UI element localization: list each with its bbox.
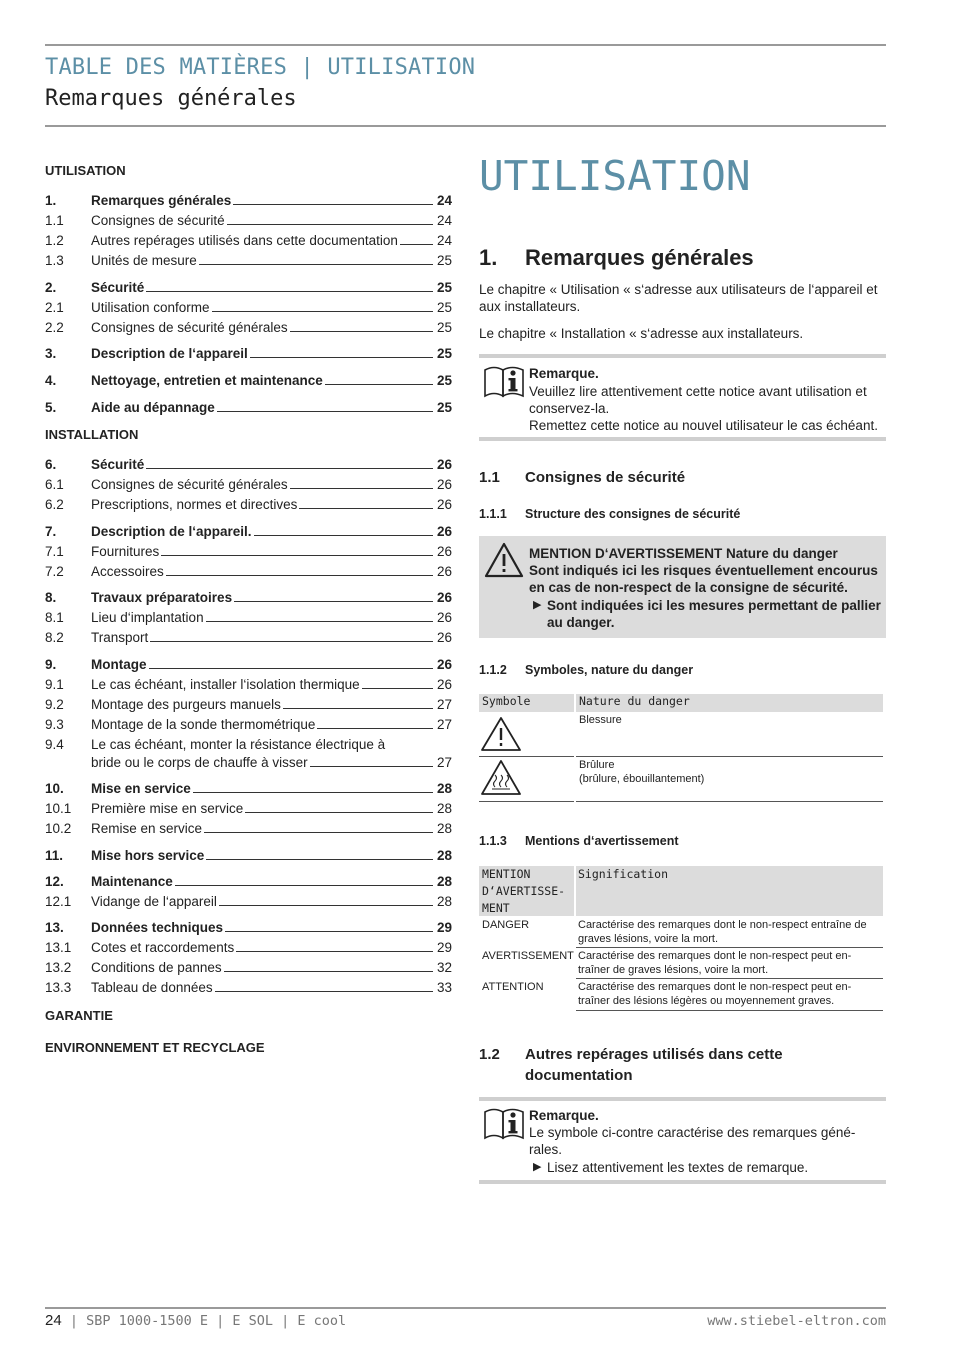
toc-leader-line	[290, 331, 433, 332]
toc-entry-page: 26	[436, 630, 452, 645]
danger-type-injury: Blessure	[579, 714, 622, 726]
toc-leader-line	[206, 859, 433, 860]
toc-leader-line	[299, 508, 433, 509]
warning-title: MENTION D‘AVERTISSEMENT Nature du danger	[529, 546, 838, 561]
toc-leader-line	[310, 766, 433, 767]
toc-entry-number: 10.2	[45, 821, 72, 836]
book-info-icon	[483, 364, 525, 403]
toc-entry-number: 10.	[45, 781, 64, 796]
note-bottom-bar	[479, 437, 886, 441]
toc-entry-number: 12.1	[45, 894, 72, 909]
toc-entry	[45, 798, 452, 816]
toc-entry-page: 26	[436, 457, 452, 472]
toc-entry-number: 1.2	[45, 233, 64, 248]
toc-entry-page: 27	[436, 755, 452, 770]
section-number: 1.	[479, 245, 498, 270]
table-row-divider	[479, 801, 574, 802]
toc-entry-page: 28	[436, 874, 452, 889]
toc-entry	[45, 343, 452, 361]
toc-leader-line	[236, 951, 433, 952]
toc-entry	[45, 210, 452, 228]
toc-entry	[45, 397, 452, 415]
toc-entry-title: Accessoires	[91, 564, 164, 579]
toc-leader-line	[217, 411, 433, 412]
toc-entry-page: 26	[436, 677, 452, 692]
toc-entry	[45, 917, 452, 935]
toc-entry-number: 1.	[45, 193, 57, 208]
symbol-table-header-1: Symbole	[479, 694, 574, 712]
toc-leader-line	[204, 832, 433, 833]
toc-entry	[45, 891, 452, 909]
toc-entry	[45, 957, 452, 975]
table-row-divider	[479, 756, 574, 757]
toc-entry	[45, 694, 452, 712]
toc-entry-number: 10.1	[45, 801, 72, 816]
signal-table-header-2: Signification	[576, 866, 883, 916]
toc-entry-number: 13.	[45, 920, 64, 935]
toc-leader-line	[234, 601, 433, 602]
toc-entry-number: 13.1	[45, 940, 72, 955]
toc-entry-page: 25	[436, 400, 452, 415]
toc-entry-title: Prescriptions, normes et directives	[91, 497, 298, 512]
signal-table-header-1: MENTION D‘AVERTISSE- MENT	[479, 866, 574, 916]
toc-entry-page: 26	[436, 524, 452, 539]
hot-surface-icon	[480, 759, 522, 802]
toc-entry-title: Consignes de sécurité générales	[91, 320, 288, 335]
table-row-divider	[576, 756, 883, 757]
toc-entry	[45, 674, 452, 692]
toc-entry-title: Conditions de pannes	[91, 960, 222, 975]
toc-leader-line	[362, 688, 433, 689]
toc-entry-title: Première mise en service	[91, 801, 244, 816]
note-measure: Lisez attentivement les textes de remarque.	[547, 1160, 809, 1175]
toc-leader-line	[225, 931, 433, 932]
note-text-2: Remettez cette notice au nouvel utilisateur le cas échéant.	[529, 418, 878, 433]
toc-entry	[45, 654, 452, 672]
toc-entry-number: 9.1	[45, 677, 64, 692]
toc-entry	[45, 752, 452, 770]
note-top-bar	[479, 354, 886, 358]
toc-entry-page: 24	[436, 233, 452, 248]
toc-entry-page: 27	[436, 697, 452, 712]
toc-entry-number: 6.	[45, 457, 57, 472]
table-row-divider	[576, 947, 883, 948]
arrow-right-icon: ▶	[533, 1161, 542, 1173]
toc-entry-page: 25	[436, 320, 452, 335]
symbol-table-header-2: Nature du danger	[576, 694, 883, 712]
toc-entry-title: Vidange de l‘appareil	[91, 894, 217, 909]
note-text: Veuillez lire attentivement cette notice avant utilisation et conservez-la.	[529, 384, 867, 416]
toc-entry-number: 4.	[45, 373, 57, 388]
toc-entry-page: 25	[436, 346, 452, 361]
note-title: Remarque.	[529, 366, 599, 381]
toc-entry	[45, 494, 452, 512]
toc-entry	[45, 818, 452, 836]
toc-entry-title: Maintenance	[91, 874, 173, 889]
toc-entry-title: Nettoyage, entretien et maintenance	[91, 373, 323, 388]
toc-entry	[45, 230, 452, 248]
toc-entry-title: bride ou le corps de chauffe à visser	[91, 755, 308, 770]
toc-leader-line	[250, 357, 433, 358]
toc-entry-number: 9.3	[45, 717, 64, 732]
toc-entry-page: 32	[436, 960, 452, 975]
toc-entry-number: 12.	[45, 874, 64, 889]
signal-meaning-caution: Caractérise des remarques dont le non-respect peut en-traîner des lésions légères ou moyennement graves.	[578, 981, 852, 1007]
danger-type-burn-detail: (brûlure, ébouillantement)	[579, 773, 705, 785]
toc-leader-line	[283, 708, 433, 709]
toc-entry-page: 26	[436, 497, 452, 512]
toc-entry-page: 25	[436, 280, 452, 295]
toc-leader-line	[212, 311, 433, 312]
chapter-title: UTILISATION	[479, 152, 751, 200]
signal-meaning-warning: Caractérise des remarques dont le non-respect peut en-traîner de graves lésions, voire la mort.	[578, 950, 852, 976]
toc-entry-number: 13.3	[45, 980, 72, 995]
toc-leader-line	[317, 728, 433, 729]
footer-url: www.stiebel-eltron.com	[707, 1313, 886, 1329]
section-heading-1-1-1: 1.1.1 Structure des consignes de sécurité	[479, 507, 741, 521]
toc-entry-number: 9.2	[45, 697, 64, 712]
toc-entry-title: Description de l‘appareil.	[91, 524, 252, 539]
warning-triangle-icon	[484, 541, 524, 584]
toc-leader-line	[146, 291, 433, 292]
toc-entry	[45, 277, 452, 295]
toc-leader-line	[325, 384, 433, 385]
toc-leader-line	[224, 971, 433, 972]
toc-entry-page: 25	[436, 300, 452, 315]
toc-leader-line	[146, 468, 433, 469]
header-top-rule	[45, 44, 886, 46]
toc-entry-title: Cotes et raccordements	[91, 940, 235, 955]
section-heading-1-1-2: 1.1.2 Symboles, nature du danger	[479, 663, 694, 677]
toc-entry-title: Remise en service	[91, 821, 203, 836]
page-number: 24	[45, 1312, 62, 1329]
warning-measure: Sont indiquées ici les mesures permettant de pallier au danger.	[547, 598, 881, 630]
toc-leader-line	[175, 885, 433, 886]
toc-entry-number: 6.2	[45, 497, 64, 512]
toc-entry	[45, 587, 452, 605]
toc-entry-title: Mise en service	[91, 781, 191, 796]
toc-entry-number: 13.2	[45, 960, 72, 975]
signal-word-caution: ATTENTION	[482, 981, 544, 993]
toc-entry-title: Fournitures	[91, 544, 160, 559]
toc-entry-page: 26	[436, 477, 452, 492]
toc-entry-title: Sécurité	[91, 457, 145, 472]
toc-entry-page: 28	[436, 801, 452, 816]
header-title: TABLE DES MATIÈRES | UTILISATION	[45, 55, 476, 80]
toc-leader-line	[219, 905, 433, 906]
product-name: | SBP 1000-1500 E | E SOL | E cool	[69, 1313, 347, 1329]
book-info-icon	[483, 1106, 525, 1145]
toc-entry-title: Mise hors service	[91, 848, 205, 863]
toc-entry-page: 28	[436, 848, 452, 863]
toc-entry-title: Données techniques	[91, 920, 224, 935]
toc-entry-page: 26	[436, 590, 452, 605]
toc-leader-line	[245, 812, 433, 813]
warning-body: Sont indiqués ici les risques éventuellement encourus en cas de non-respect de la consigne de sécurité.	[529, 563, 878, 595]
toc-entry	[45, 370, 452, 388]
toc-leader-line	[166, 575, 433, 576]
toc-entry-page: 28	[436, 781, 452, 796]
toc-entry	[45, 317, 452, 335]
toc-entry-page: 25	[436, 253, 452, 268]
toc-entry-number: 7.2	[45, 564, 64, 579]
header-subtitle: Remarques générales	[45, 86, 297, 111]
toc-entry-title: Sécurité	[91, 280, 145, 295]
toc-section-garantie: GARANTIE	[45, 1008, 113, 1023]
toc-entry-page: 29	[436, 920, 452, 935]
toc-entry-title: Aide au dépannage	[91, 400, 215, 415]
toc-entry-title: Montage de la sonde thermométrique	[91, 717, 316, 732]
paragraph-1: Le chapitre « Utilisation « s‘adresse aux utilisateurs de l‘appareil et aux installateurs.	[479, 282, 878, 314]
toc-entry-title: Montage	[91, 657, 147, 672]
toc-entry-number: 8.2	[45, 630, 64, 645]
section-heading-1-1: 1.1 Consignes de sécurité	[479, 469, 686, 486]
toc-entry-page: 26	[436, 610, 452, 625]
toc-leader-line	[206, 621, 433, 622]
toc-entry-title: Le cas échéant, monter la résistance électrique à	[91, 737, 386, 752]
arrow-right-icon: ▶	[533, 599, 542, 611]
toc-entry-title: Consignes de sécurité générales	[91, 477, 288, 492]
toc-entry-title: Travaux préparatoires	[91, 590, 233, 605]
toc-entry	[45, 190, 452, 208]
toc-entry-page: 28	[436, 821, 452, 836]
section-title: Remarques générales	[525, 245, 754, 270]
toc-entry-page: 25	[436, 373, 452, 388]
danger-type-burn: Brûlure	[579, 759, 615, 771]
toc-entry-page: 26	[436, 544, 452, 559]
toc-entry	[45, 561, 452, 579]
toc-section-utilisation: UTILISATION	[45, 163, 126, 178]
note-top-bar	[479, 1097, 886, 1101]
toc-entry-number: 9.4	[45, 737, 64, 752]
toc-entry-page: 26	[436, 657, 452, 672]
table-row-divider	[576, 801, 883, 802]
toc-leader-line	[254, 535, 433, 536]
section-heading-1-2: 1.2 Autres repérages utilisés dans cette documentation	[479, 1046, 783, 1084]
toc-leader-line	[150, 641, 433, 642]
signal-word-warning: AVERTISSEMENT	[482, 950, 574, 962]
toc-section-environnement: ENVIRONNEMENT ET RECYCLAGE	[45, 1040, 265, 1055]
toc-entry	[45, 541, 452, 559]
toc-entry-title: Description de l‘appareil	[91, 346, 248, 361]
toc-entry-number: 2.2	[45, 320, 64, 335]
toc-entry-page: 33	[436, 980, 452, 995]
toc-entry	[45, 734, 452, 752]
toc-entry-number: 1.3	[45, 253, 64, 268]
toc-entry	[45, 297, 452, 315]
toc-entry	[45, 521, 452, 539]
table-row-divider	[576, 978, 883, 979]
toc-entry-title: Remarques générales	[91, 193, 232, 208]
toc-entry	[45, 937, 452, 955]
toc-entry	[45, 778, 452, 796]
toc-entry	[45, 714, 452, 732]
toc-entry-number: 1.1	[45, 213, 64, 228]
toc-entry-number: 3.	[45, 346, 57, 361]
toc-leader-line	[215, 991, 433, 992]
toc-entry	[45, 845, 452, 863]
toc-entry-page: 26	[436, 564, 452, 579]
toc-entry	[45, 871, 452, 889]
warning-triangle-icon	[480, 716, 522, 757]
toc-leader-line	[149, 668, 434, 669]
toc-entry-page: 24	[436, 193, 452, 208]
toc-entry-page: 29	[436, 940, 452, 955]
toc-entry-number: 7.	[45, 524, 57, 539]
toc-entry-title: Consignes de sécurité	[91, 213, 225, 228]
toc-entry	[45, 250, 452, 268]
toc-entry-number: 11.	[45, 848, 64, 863]
toc-entry-title: Transport	[91, 630, 149, 645]
toc-leader-line	[199, 264, 433, 265]
toc-entry-number: 2.	[45, 280, 57, 295]
note-text: Le symbole ci-contre caractérise des remarques géné-rales.	[529, 1125, 856, 1157]
toc-entry	[45, 607, 452, 625]
toc-entry-number: 8.1	[45, 610, 64, 625]
toc-entry-page: 24	[436, 213, 452, 228]
footer-rule	[45, 1307, 886, 1309]
toc-entry-number: 9.	[45, 657, 57, 672]
toc-entry-title: Lieu d‘implantation	[91, 610, 204, 625]
toc-entry	[45, 454, 452, 472]
table-row-divider	[576, 1010, 883, 1011]
note-bottom-bar	[479, 1180, 886, 1184]
toc-entry-page: 28	[436, 894, 452, 909]
toc-entry-title: Autres repérages utilisés dans cette documentation	[91, 233, 398, 248]
toc-entry	[45, 474, 452, 492]
toc-entry-page: 27	[436, 717, 452, 732]
note-title: Remarque.	[529, 1108, 599, 1123]
toc-entry-number: 2.1	[45, 300, 64, 315]
toc-leader-line	[233, 204, 433, 205]
section-heading-1	[479, 245, 754, 271]
toc-entry-title: Le cas échéant, installer l‘isolation thermique	[91, 677, 360, 692]
toc-leader-line	[290, 488, 433, 489]
toc-entry-number: 6.1	[45, 477, 64, 492]
toc-entry-number: 5.	[45, 400, 57, 415]
toc-entry-title: Unités de mesure	[91, 253, 197, 268]
toc-leader-line	[193, 792, 433, 793]
toc-entry-title: Utilisation conforme	[91, 300, 210, 315]
signal-word-danger: DANGER	[482, 919, 530, 931]
toc-entry-number: 7.1	[45, 544, 64, 559]
toc-entry-number: 8.	[45, 590, 57, 605]
toc-leader-line	[227, 224, 433, 225]
toc-leader-line	[161, 555, 433, 556]
toc-leader-line	[400, 244, 433, 245]
section-heading-1-1-3: 1.1.3 Mentions d‘avertissement	[479, 834, 679, 848]
toc-entry-title: Montage des purgeurs manuels	[91, 697, 281, 712]
paragraph-2: Le chapitre « Installation « s‘adresse aux installateurs.	[479, 326, 804, 341]
toc-entry	[45, 627, 452, 645]
footer-left	[45, 1312, 346, 1329]
toc-entry	[45, 977, 452, 995]
header-bottom-rule	[45, 125, 886, 127]
toc-section-installation: INSTALLATION	[45, 427, 139, 442]
toc-entry-title: Tableau de données	[91, 980, 213, 995]
signal-meaning-danger: Caractérise des remarques dont le non-respect entraîne de graves lésions, voire la mort.	[578, 919, 867, 945]
